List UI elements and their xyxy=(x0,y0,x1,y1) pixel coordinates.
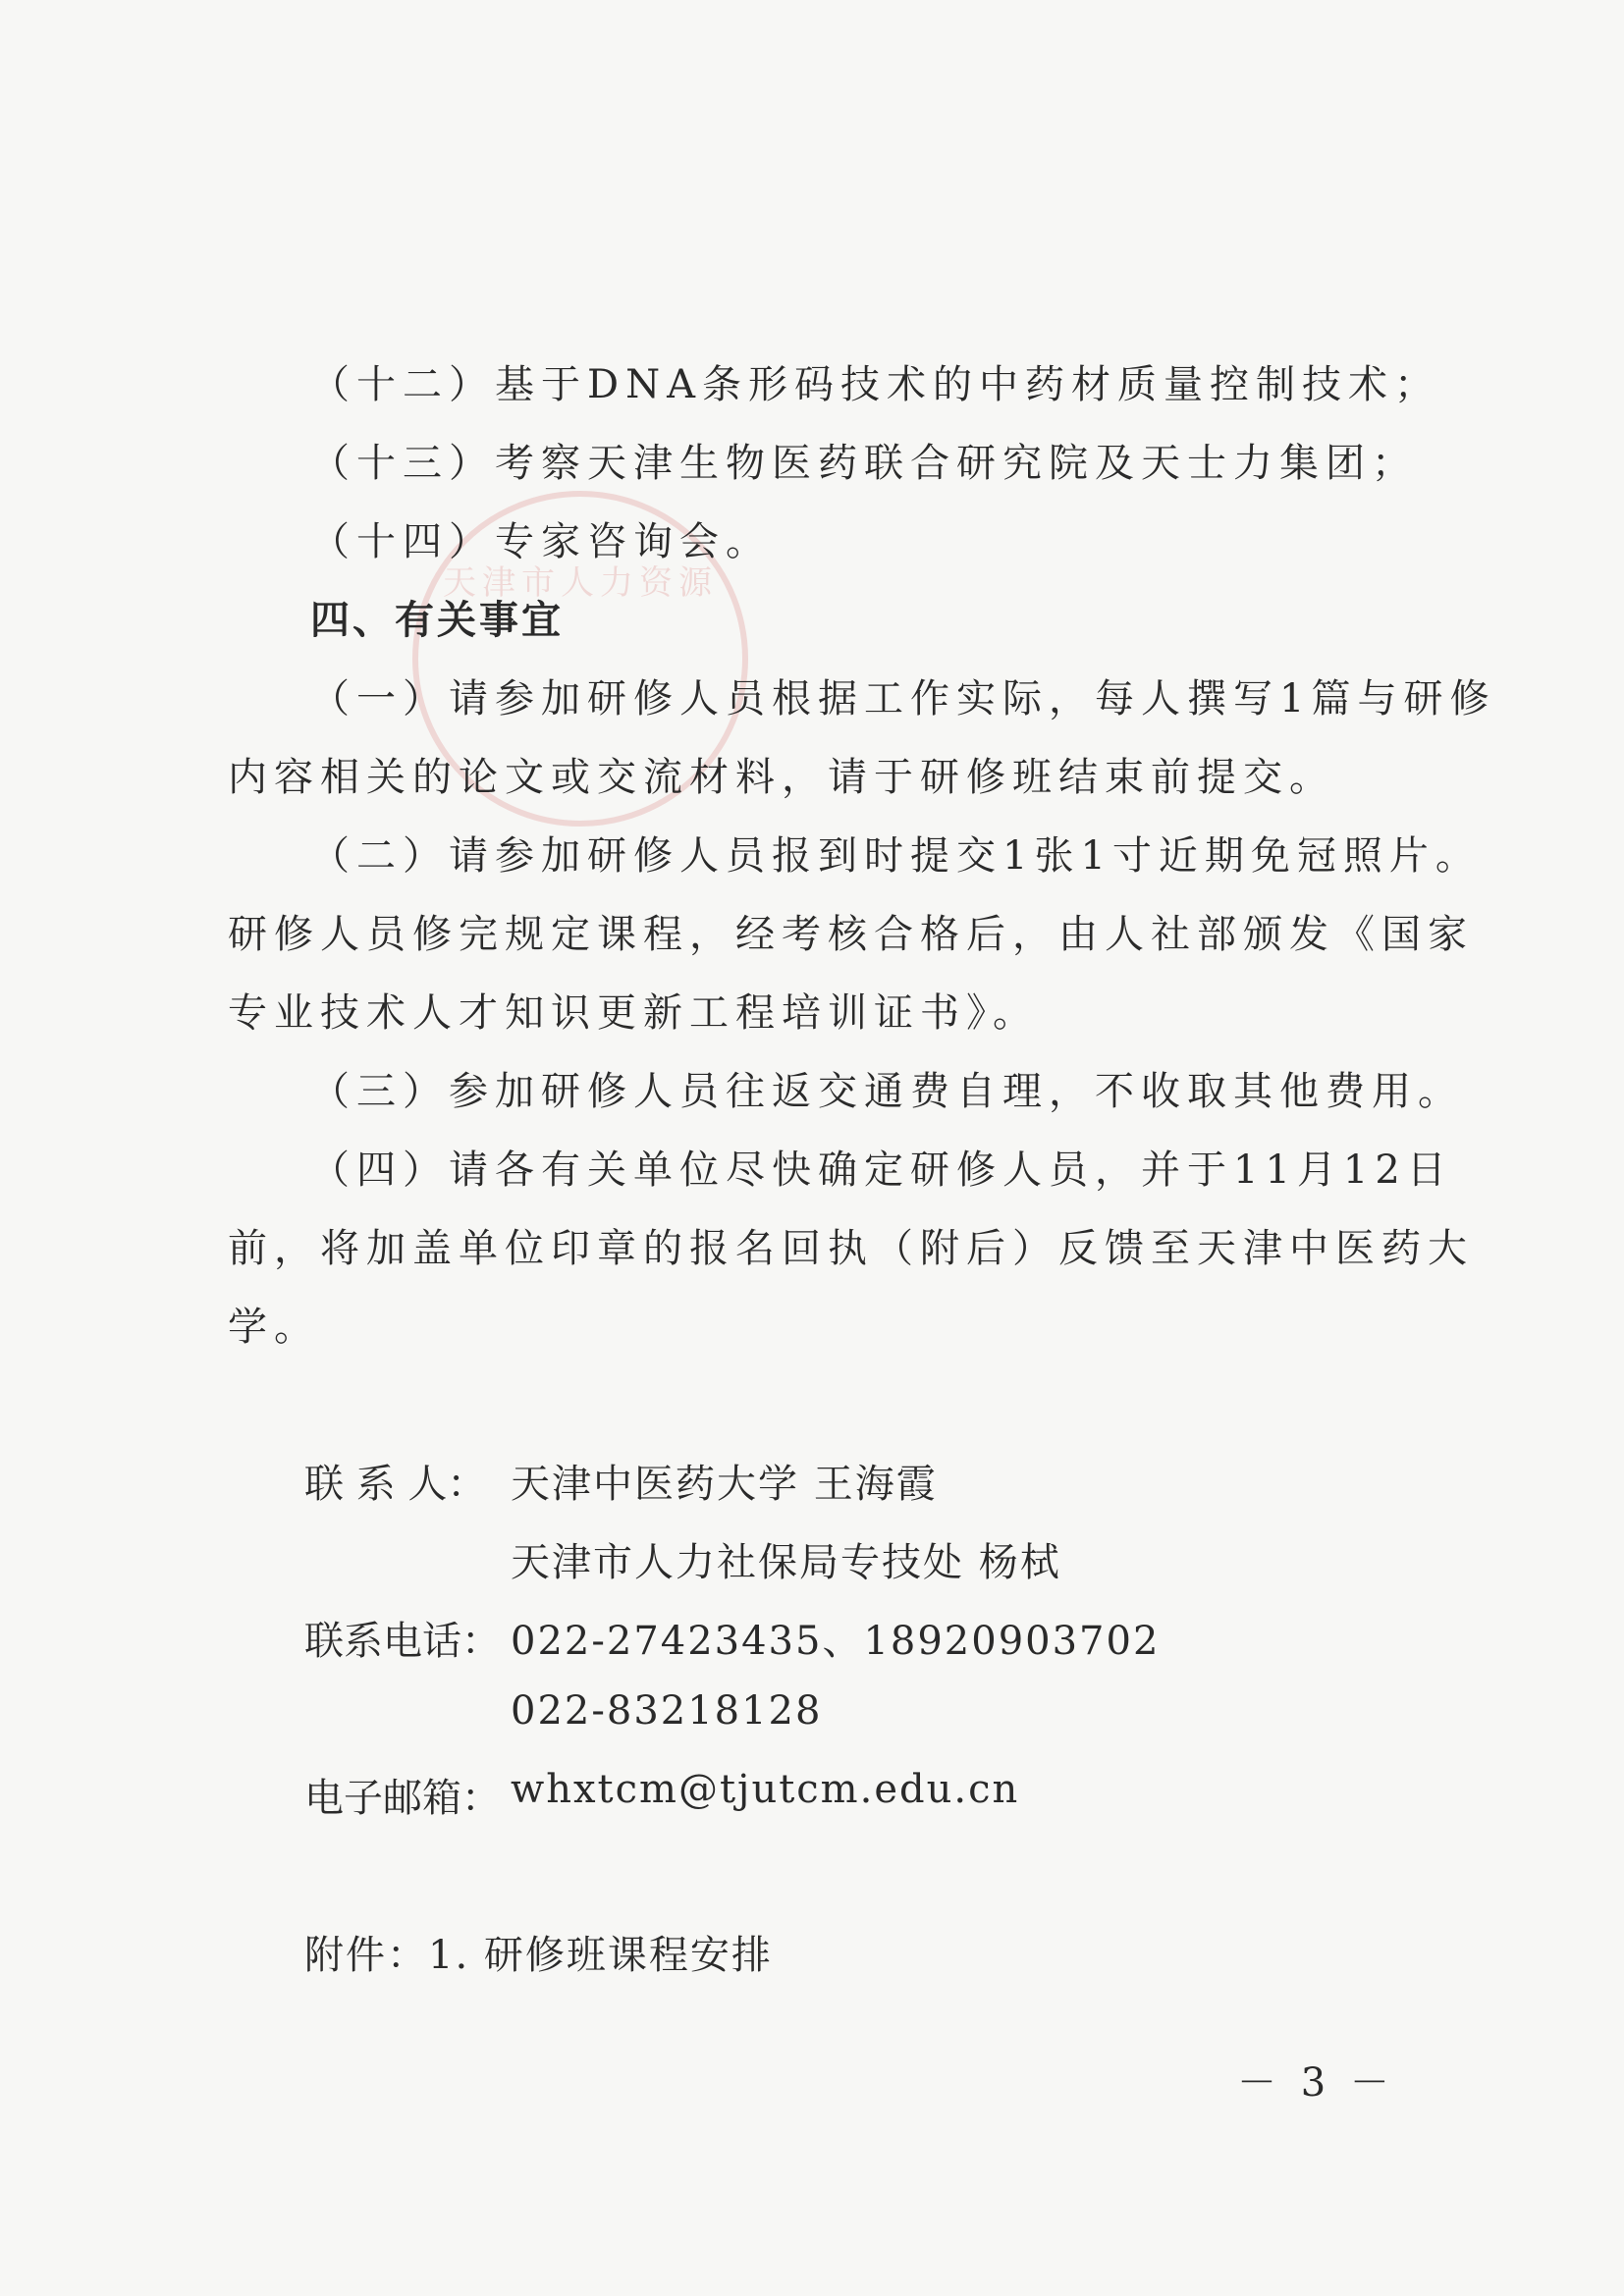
paragraph-3-line-1: （三）参加研修人员往返交通费自理，不收取其他费用。 xyxy=(310,1069,1464,1114)
paragraph-4-line-1: （四）请各有关单位尽快确定研修人员，并于11月12日 xyxy=(310,1148,1453,1193)
paragraph-2-line-3: 专业技术人才知识更新工程培训证书》。 xyxy=(228,990,1039,1036)
paragraph-2-line-2: 研修人员修完规定课程，经考核合格后，由人社部颁发《国家 xyxy=(228,912,1474,957)
list-item-13: （十三）考察天津生物医药联合研究院及天士力集团； xyxy=(310,441,1418,486)
contact-person-1: 天津中医药大学 王海霞 xyxy=(511,1462,938,1507)
contact-phone-1: 022-27423435、18920903702 xyxy=(511,1619,1161,1664)
page-number: － 3 － xyxy=(1237,2060,1395,2106)
contact-phone-label: 联系电话： xyxy=(304,1619,501,1664)
list-item-14: （十四）专家咨询会。 xyxy=(310,519,772,564)
contact-person-2: 天津市人力社保局专技处 杨栻 xyxy=(511,1540,1061,1585)
attachment-line: 附件：1. 研修班课程安排 xyxy=(304,1933,773,1978)
section-heading: 四、有关事宜 xyxy=(310,597,564,643)
paragraph-1-line-2: 内容相关的论文或交流材料，请于研修班结束前提交。 xyxy=(228,755,1335,800)
contact-phone-2: 022-83218128 xyxy=(511,1688,823,1734)
paragraph-1-line-1: （一）请参加研修人员根据工作实际，每人撰写1篇与研修 xyxy=(310,676,1496,721)
contact-email: whxtcm@tjutcm.edu.cn xyxy=(511,1767,1020,1812)
paragraph-4-line-3: 学。 xyxy=(228,1305,320,1350)
paragraph-2-line-1: （二）请参加研修人员报到时提交1张1寸近期免冠照片。 xyxy=(310,833,1482,879)
contact-person-label: 联 系 人： xyxy=(304,1462,487,1507)
contact-email-label: 电子邮箱： xyxy=(304,1776,501,1821)
list-item-12: （十二）基于DNA条形码技术的中药材质量控制技术； xyxy=(310,362,1440,407)
paragraph-4-line-2: 前，将加盖单位印章的报名回执（附后）反馈至天津中医药大 xyxy=(228,1226,1474,1271)
seal-text: 天津市人力资源 xyxy=(443,563,718,603)
